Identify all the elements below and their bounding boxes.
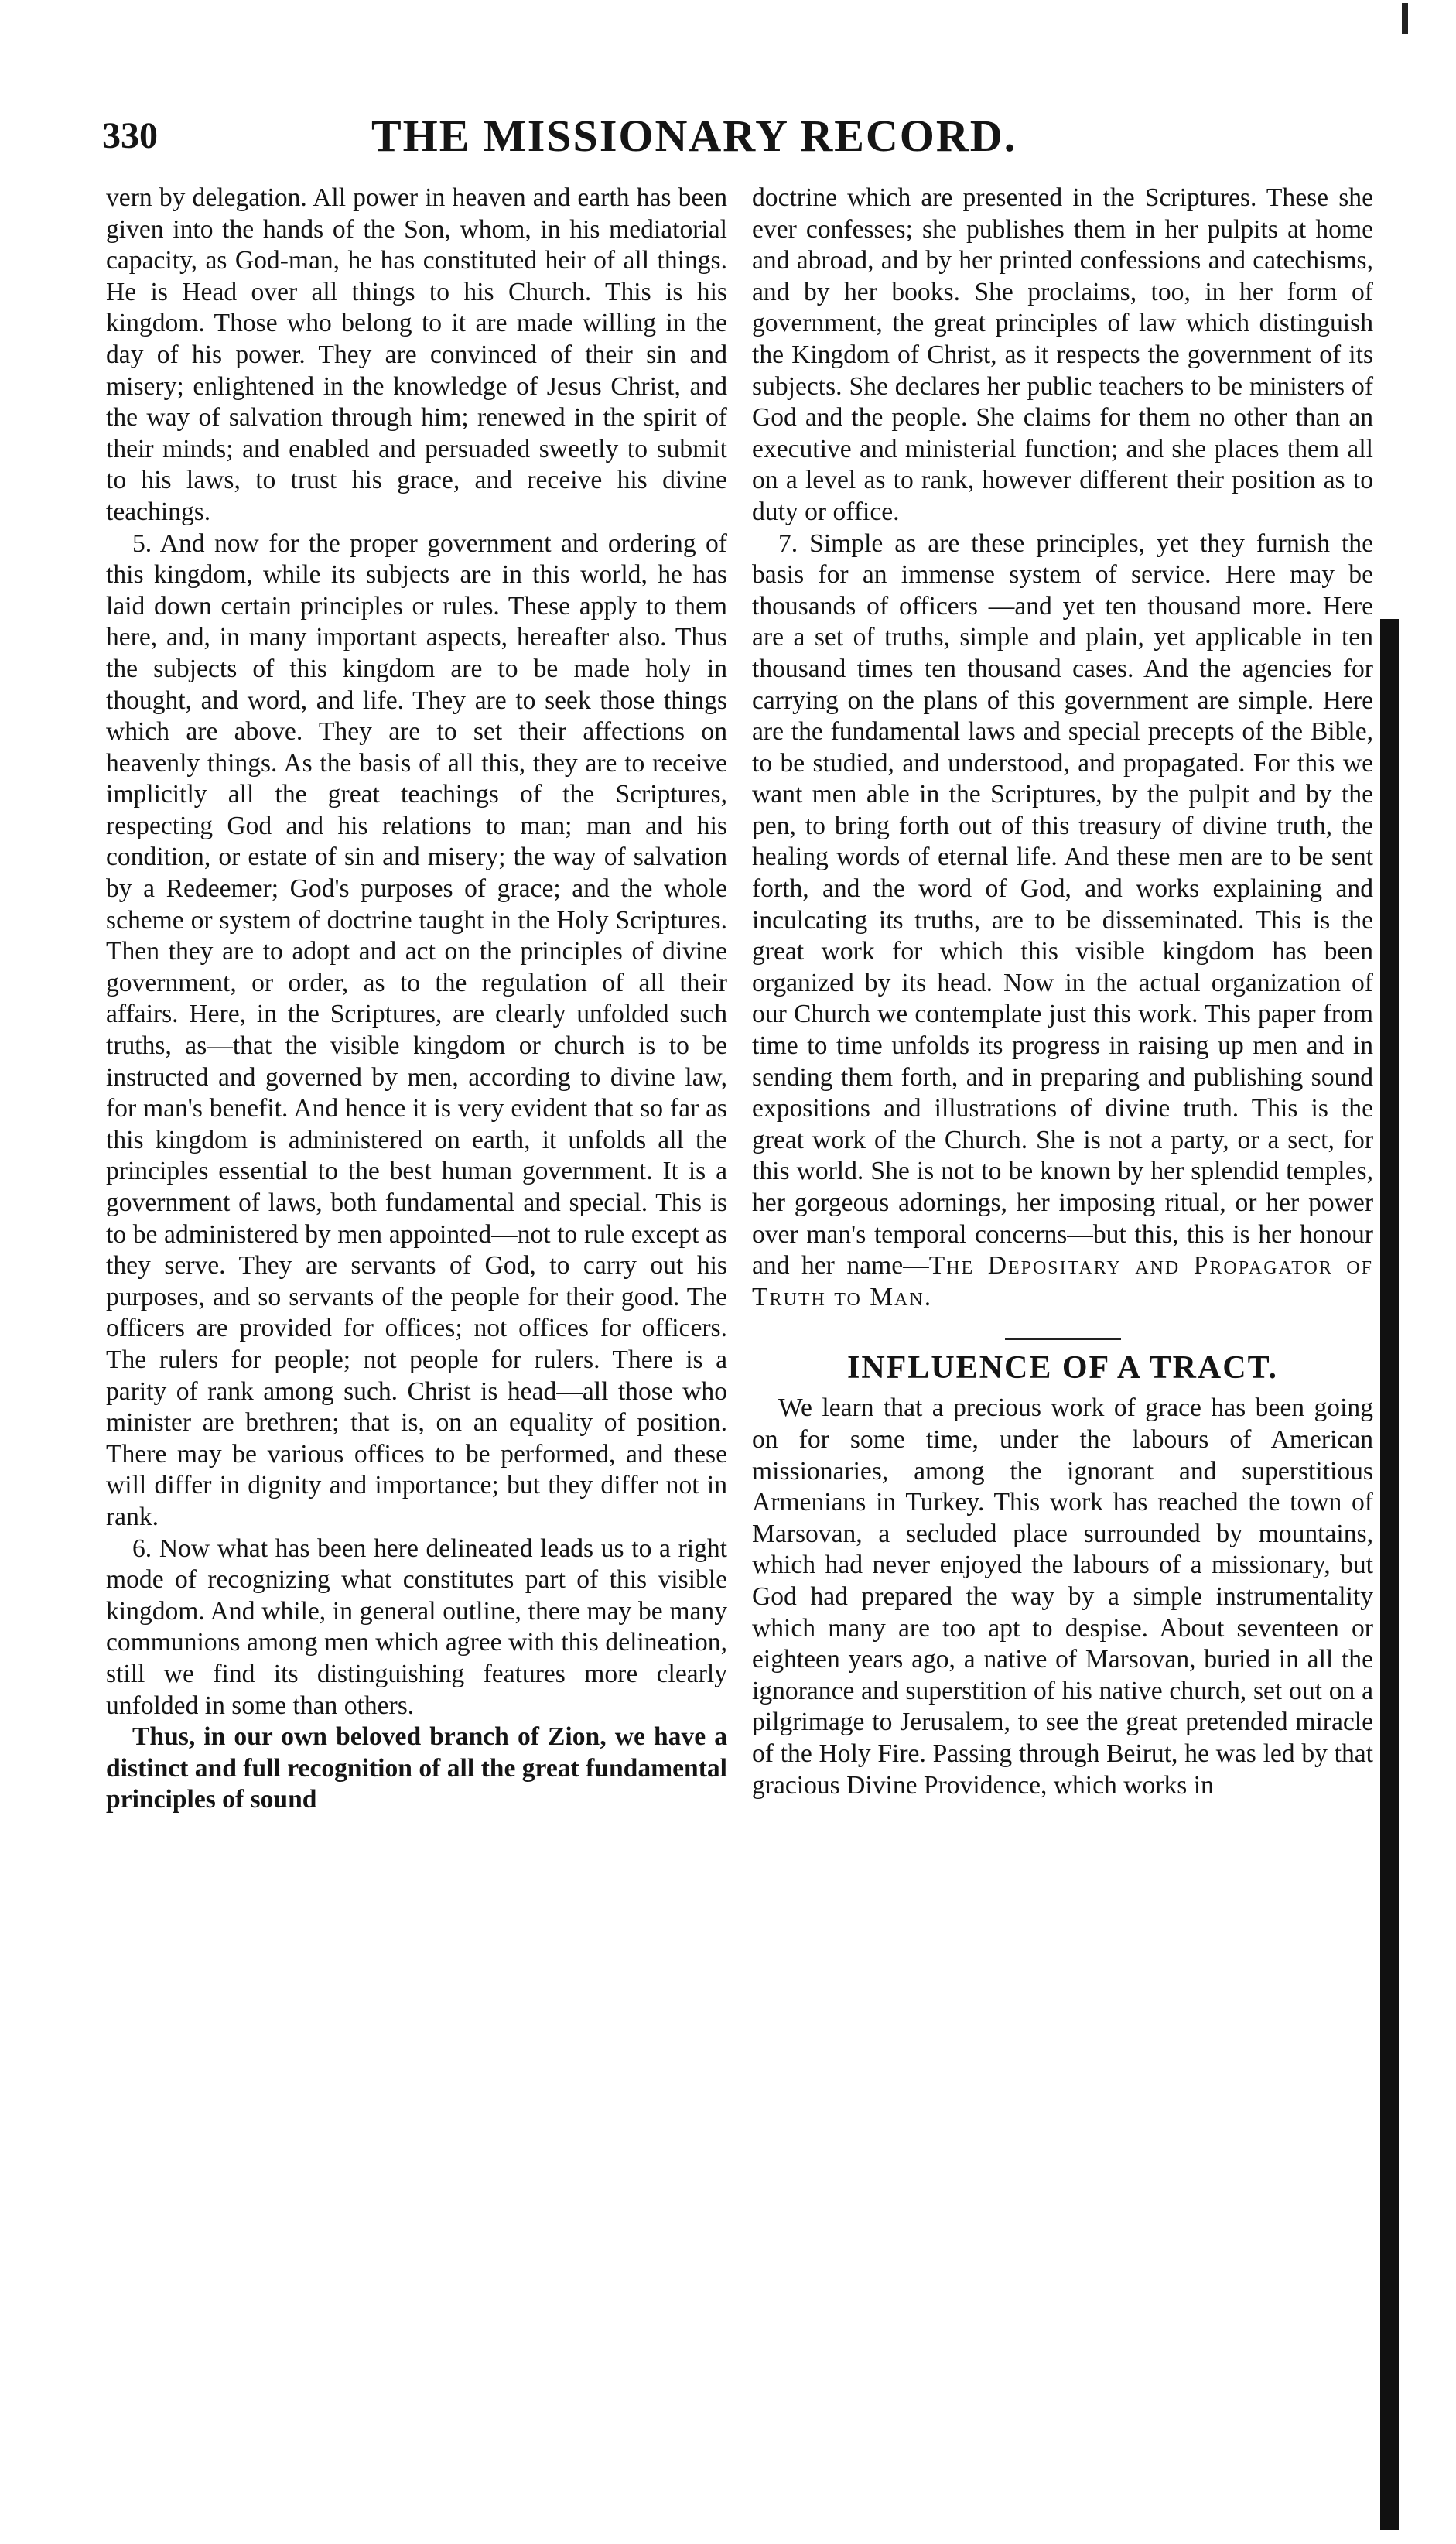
page-header [93, 101, 1331, 170]
right-column [752, 183, 1373, 1801]
right-paragraph-2-smallcaps: The Depositary and Propagator of Truth to Man. [752, 1251, 1373, 1311]
section-heading: INFLUENCE OF A TRACT. [847, 1350, 1278, 1387]
right-paragraph-2 [752, 528, 1373, 1314]
running-title: THE MISSIONARY RECORD. [371, 111, 1017, 161]
margin-bar [1380, 619, 1399, 2530]
right-paragraph-3: We learn that a precious work of grace has been going on for some time, under the labours of American missionaries, among the ignorant and superstitious Armenians in Turkey. This work has reached the town of Marsovan, a secluded place surrounded by mountains, which had never enjoyed the labours of a missionary, but God had prepared the way by a simple instrumentality which many are too apt to despise. About seventeen or eighteen years ago, a native of Marsovan, buried in all the ignorance and superstition of his native church, set out on a pilgrimage to Jerusalem, to see the great pretended miracle of the Holy Fire. Passing through Beirut, he was led by that gracious Divine Providence, which works in [752, 1393, 1373, 1800]
scan-mark [1402, 3, 1408, 34]
left-column [106, 183, 727, 1816]
left-paragraph-3: 6. Now what has been here delineated leads us to a right mode of recognizing what constitutes part of this visible kingdom. And while, in general outline, there may be many communions among men which agree with this delineation, still we find its distinguishing features more clearly unfolded in some than others. [106, 1534, 727, 1720]
section-divider [1005, 1338, 1121, 1340]
right-paragraph-2-text: 7. Simple as are these principles, yet they furnish the basis for an immense system of service. Here may be thousands of officers —and yet ten thousand more. Here are a set of truths, simple and plain, yet applicable in ten thousand times ten thousand cases. And the agencies for carrying on the plans of this government are simple. Here are the fundamental laws and special precepts of the Bible, to be studied, and understood, and propagated. For this we want men able in the Scriptures, by the pulpit and by the pen, to bring forth out of this treasury of divine truth, the healing words of eternal life. And these men are to be sent forth, and the word of God, and works explaining and inculcating its truths, are to be disseminated. This is the great work for which this visible kingdom has been organized by its head. Now in the actual organization of our Church we contemplate just this work. This paper from time to time unfolds its progress in raising up men and in sending them forth, and in preparing and publishing sound expositions and illustrations of divine truth. This is the great work of the Church. She is not a party, or a sect, for this world. She is not to be known by her splendid temples, her gorgeous adornings, her imposing ritual, or her power over man's temporal concerns—but this, this is her honour and her name— [752, 528, 1373, 1281]
right-paragraph-1: doctrine which are presented in the Scriptures. These she ever confesses; she publishes them in her pulpits at home and abroad, and by her printed confessions and catechisms, and by her books. She proclaims, too, in her form of government, the great principles of law which distinguish the Kingdom of Christ, as it respects the government of its subjects. She declares her public teachers to be ministers of God and the people. She claims for them no other than an executive and ministerial function; and she places them all on a level as to rank, however different their position as to duty or office. [752, 183, 1373, 526]
page-number: 330 [102, 115, 158, 156]
left-paragraph-2: 5. And now for the proper government and ordering of this kingdom, while its subjects are in this world, he has laid down certain principles or rules. These apply to them here, and, in many important aspects, hereafter also. Thus the subjects of this kingdom are to be made holy in thought, and word, and life. They are to seek those things which are above. They are to set their affections on heavenly things. As the basis of all this, they are to receive implicitly all the great teachings of the Scriptures, respecting God and his relations to man; man and his condition, or estate of sin and misery; the way of salvation by a Redeemer; God's purposes of grace; and the whole scheme or system of doctrine taught in the Holy Scriptures. Then they are to adopt and act on the principles of divine government, or order, as to the regulation of all their affairs. Here, in the Scriptures, are clearly unfolded such truths, as—that the visible kingdom or church is to be instructed and governed by men, according to divine law, for man's benefit. And hence it is very evident that so far as this kingdom is administered on earth, it unfolds all the principles essential to the best human government. It is a government of laws, both fundamental and special. This is to be administered by men appointed—not to rule except as they serve. They are servants of God, to carry out his purposes, and so servants of the people for their good. The officers are provided for offices; not offices for officers. The rulers for people; not people for rulers. There is a parity of rank among such. Christ is head—all those who minister are brethren; that is, on an equality of position. There may be various offices to be performed, and these will differ in dignity and importance; but they differ not in rank. [106, 528, 727, 1531]
left-paragraph-1: vern by delegation. All power in heaven and earth has been given into the hands of the Son, whom, in his mediatorial capacity, as God-man, he has constituted heir of all things. He is Head over all things to his Church. This is his kingdom. Those who belong to it are made willing in the day of his power. They are convinced of their sin and misery; enlightened in the knowledge of Jesus Christ, and the way of salvation through him; renewed in the spirit of their minds; and enabled and persuaded sweetly to submit to his laws, to trust his grace, and receive his divine teachings. [106, 183, 727, 526]
left-paragraph-4: Thus, in our own beloved branch of Zion, we have a distinct and full recognition of all the great fundamental principles of sound [106, 1722, 727, 1814]
